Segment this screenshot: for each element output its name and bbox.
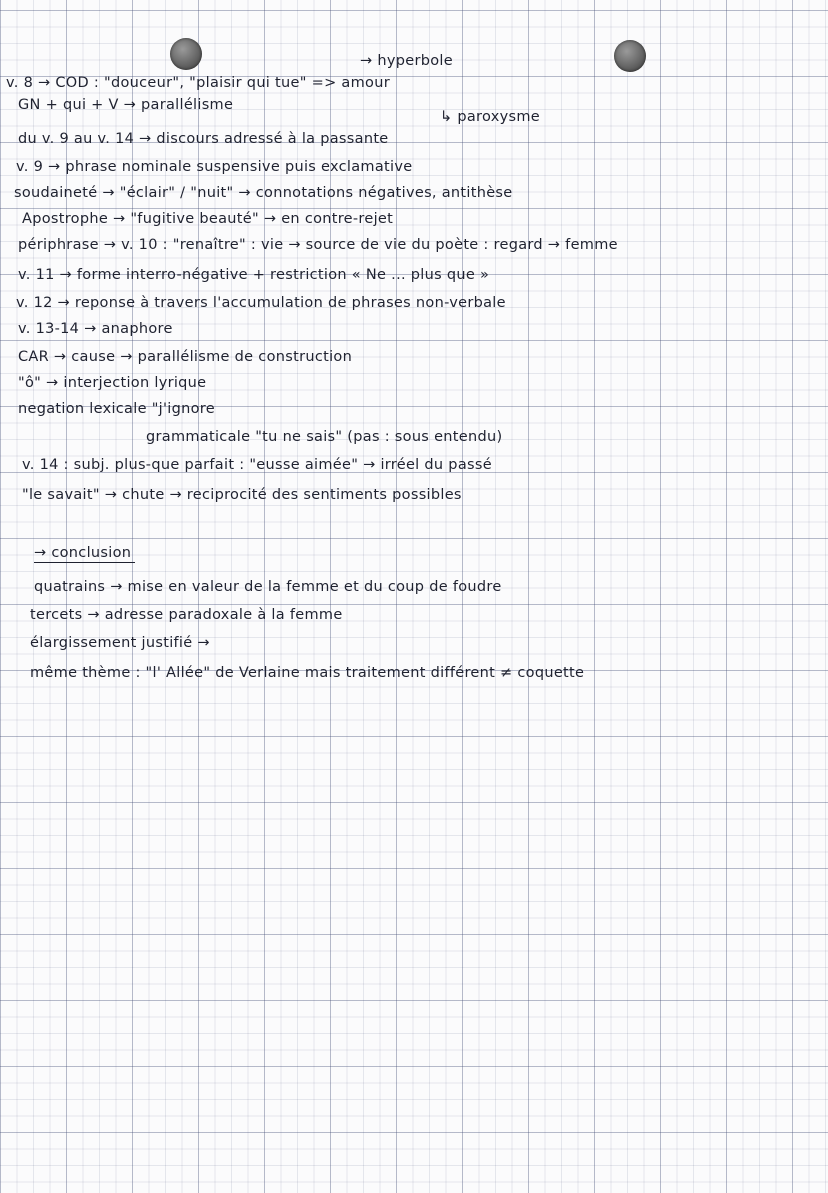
conclusion-line: même thème : "l' Allée" de Verlaine mais traitement différent ≠ coquette [30, 665, 585, 681]
note-line: GN + qui + V → parallélisme [18, 97, 234, 113]
note-line: v. 8 → COD : "douceur", "plaisir qui tue" => amour [6, 75, 390, 91]
note-line: soudaineté → "éclair" / "nuit" → connotations négatives, antithèse [14, 185, 513, 201]
conclusion-heading: → conclusion [34, 544, 135, 563]
note-line: périphrase → v. 10 : "renaître" : vie → source de vie du poète : regard → femme [18, 237, 618, 253]
conclusion-line: tercets → adresse paradoxale à la femme [30, 607, 343, 623]
conclusion-line: quatrains → mise en valeur de la femme et du coup de foudre [34, 579, 502, 595]
note-line: v. 9 → phrase nominale suspensive puis exclamative [16, 159, 413, 175]
note-line: negation lexicale "j'ignore [18, 401, 215, 417]
note-line: ↳ paroxysme [440, 109, 540, 125]
note-line: du v. 9 au v. 14 → discours adressé à la passante [18, 131, 389, 147]
note-line: v. 12 → reponse à travers l'accumulation de phrases non-verbale [16, 295, 506, 311]
note-line: v. 14 : subj. plus-que parfait : "eusse aimée" → irréel du passé [22, 457, 492, 473]
note-line: "ô" → interjection lyrique [18, 375, 207, 391]
note-line: v. 13-14 → anaphore [18, 321, 173, 337]
note-line: v. 11 → forme interro-négative + restriction « Ne ... plus que » [18, 267, 490, 283]
note-line: grammaticale "tu ne sais" (pas : sous entendu) [146, 429, 503, 445]
note-line: "le savait" → chute → reciprocité des sentiments possibles [22, 487, 462, 503]
note-line: CAR → cause → parallélisme de construction [18, 349, 353, 365]
note-line: → hyperbole [360, 53, 453, 69]
conclusion-line: élargissement justifié → [30, 635, 210, 651]
note-line: Apostrophe → "fugitive beauté" → en contre-rejet [22, 211, 394, 227]
